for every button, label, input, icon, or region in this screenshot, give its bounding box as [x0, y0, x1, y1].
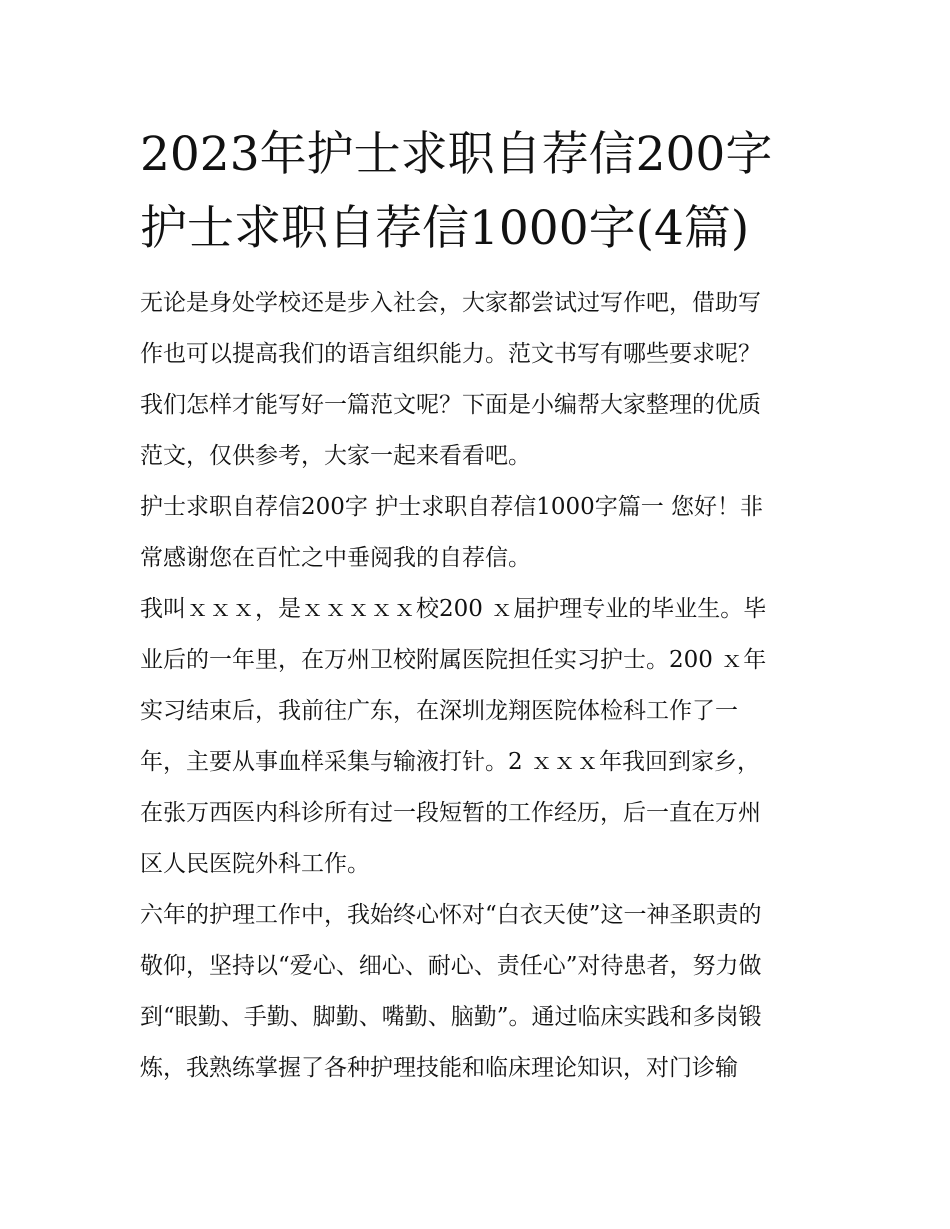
text-line: 作也可以提高我们的语言组织能力。范文书写有哪些要求呢？	[140, 341, 761, 367]
text-line: 无论是身处学校还是步入社会，大家都尝试过写作吧，借助写	[140, 290, 761, 316]
text-line: 敬仰，坚持以“爱心、细心、耐心、责任心”对待患者，努力做	[140, 953, 762, 979]
text-line: 六年的护理工作中，我始终心怀对“白衣天使”这一神圣职责的	[140, 902, 762, 928]
text-line: 实习结束后，我前往广东，在深圳龙翔医院体检科工作了一	[140, 698, 738, 724]
text-line: 护士求职自荐信200字 护士求职自荐信1000字篇一 您好！非	[140, 494, 764, 520]
document-body	[140, 278, 820, 1094]
text-line: 在张万西医内科诊所有过一段短暂的工作经历，后一直在万州	[140, 800, 761, 826]
title-line: 2023年护士求职自荐信200字	[140, 127, 773, 182]
text-line: 我们怎样才能写好一篇范文呢？下面是小编帮大家整理的优质	[140, 392, 761, 418]
text-line: 我叫ｘｘｘ，是ｘｘｘｘｘ校200 ｘ届护理专业的毕业生。毕	[140, 596, 767, 622]
intro-paragraph	[140, 278, 820, 482]
text-line: 业后的一年里，在万州卫校附属医院担任实习护士。200 ｘ年	[140, 647, 767, 673]
text-line: 到“眼勤、手勤、脚勤、嘴勤、脑勤”。通过临床实践和多岗锻	[140, 1004, 762, 1030]
document-title	[140, 118, 820, 266]
text-line: 范文，仅供参考，大家一起来看看吧。	[140, 443, 531, 469]
text-line: 区人民医院外科工作。	[140, 851, 370, 877]
text-line: 常感谢您在百忙之中垂阅我的自荐信。	[140, 545, 531, 571]
text-line: 年，主要从事血样采集与输液打针。2 ｘｘｘ年我回到家乡，	[140, 749, 760, 775]
background-paragraph	[140, 584, 820, 890]
greeting-paragraph	[140, 482, 820, 584]
title-line: 护士求职自荐信1000字(4篇)	[140, 201, 750, 256]
text-line: 炼，我熟练掌握了各种护理技能和临床理论知识，对门诊输	[140, 1055, 738, 1081]
experience-paragraph	[140, 890, 820, 1094]
